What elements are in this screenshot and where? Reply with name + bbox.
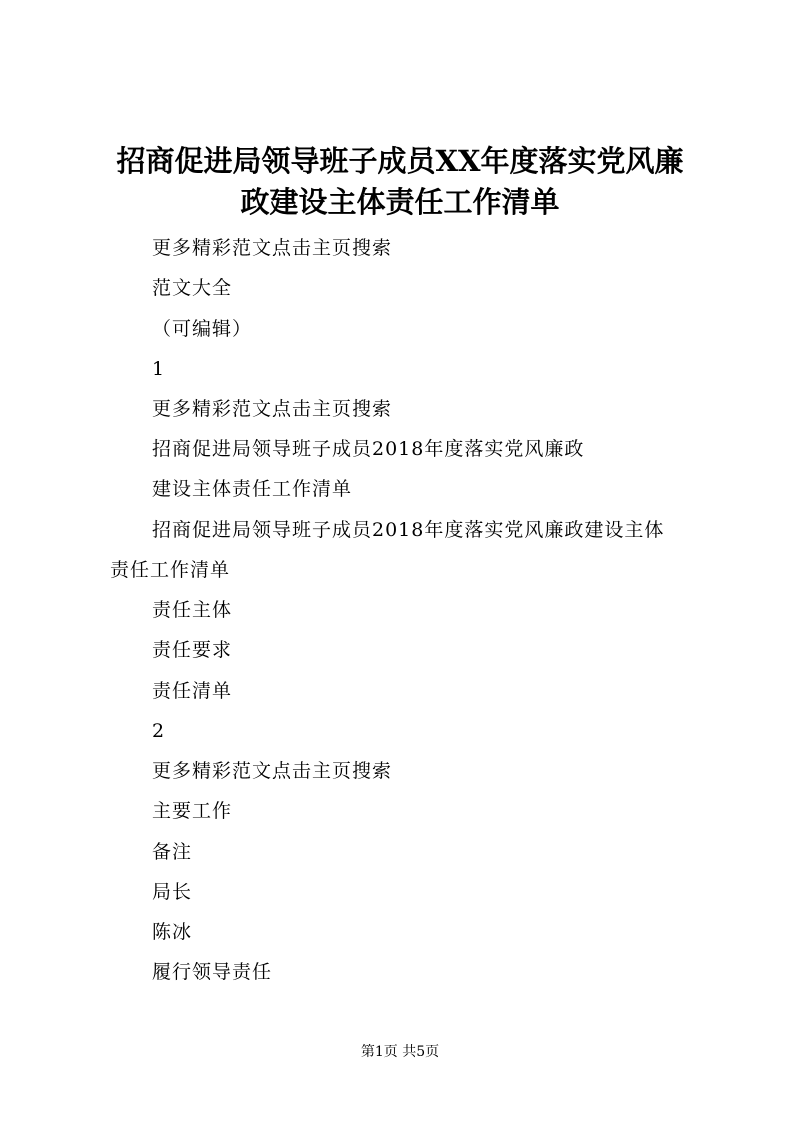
paragraph-line: 责任清单: [152, 680, 233, 702]
paragraph-line: 责任要求: [152, 639, 233, 661]
paragraph-line: 履行领导责任: [152, 961, 273, 983]
paragraph-line: 建设主体责任工作清单: [152, 478, 353, 500]
section-number: 1: [152, 358, 166, 380]
promo-text: 更多精彩范文点击主页搜索: [152, 398, 393, 420]
paragraph-line: 陈冰: [152, 921, 193, 943]
page-number-footer: 第1页 共5页: [360, 1044, 440, 1060]
document-title-line-1: 招商促进局领导班子成员XX年度落实党风廉: [116, 144, 684, 178]
section-number: 2: [152, 720, 166, 742]
paragraph-line: 责任工作清单: [110, 559, 231, 581]
promo-text: 更多精彩范文点击主页搜索: [152, 760, 393, 782]
paragraph-line: 备注: [152, 841, 193, 863]
paragraph-line: 范文大全: [152, 277, 233, 299]
paragraph-line: （可编辑）: [152, 318, 253, 340]
paragraph-line: 主要工作: [152, 800, 233, 822]
paragraph-line: 责任主体: [152, 599, 233, 621]
document-title-line-2: 政建设主体责任工作清单: [240, 185, 560, 219]
promo-text: 更多精彩范文点击主页搜索: [152, 237, 393, 259]
paragraph-line: 局长: [152, 881, 193, 903]
paragraph-line: 招商促进局领导班子成员2018年度落实党风廉政: [152, 438, 585, 460]
paragraph-line: 招商促进局领导班子成员2018年度落实党风廉政建设主体: [152, 519, 665, 541]
